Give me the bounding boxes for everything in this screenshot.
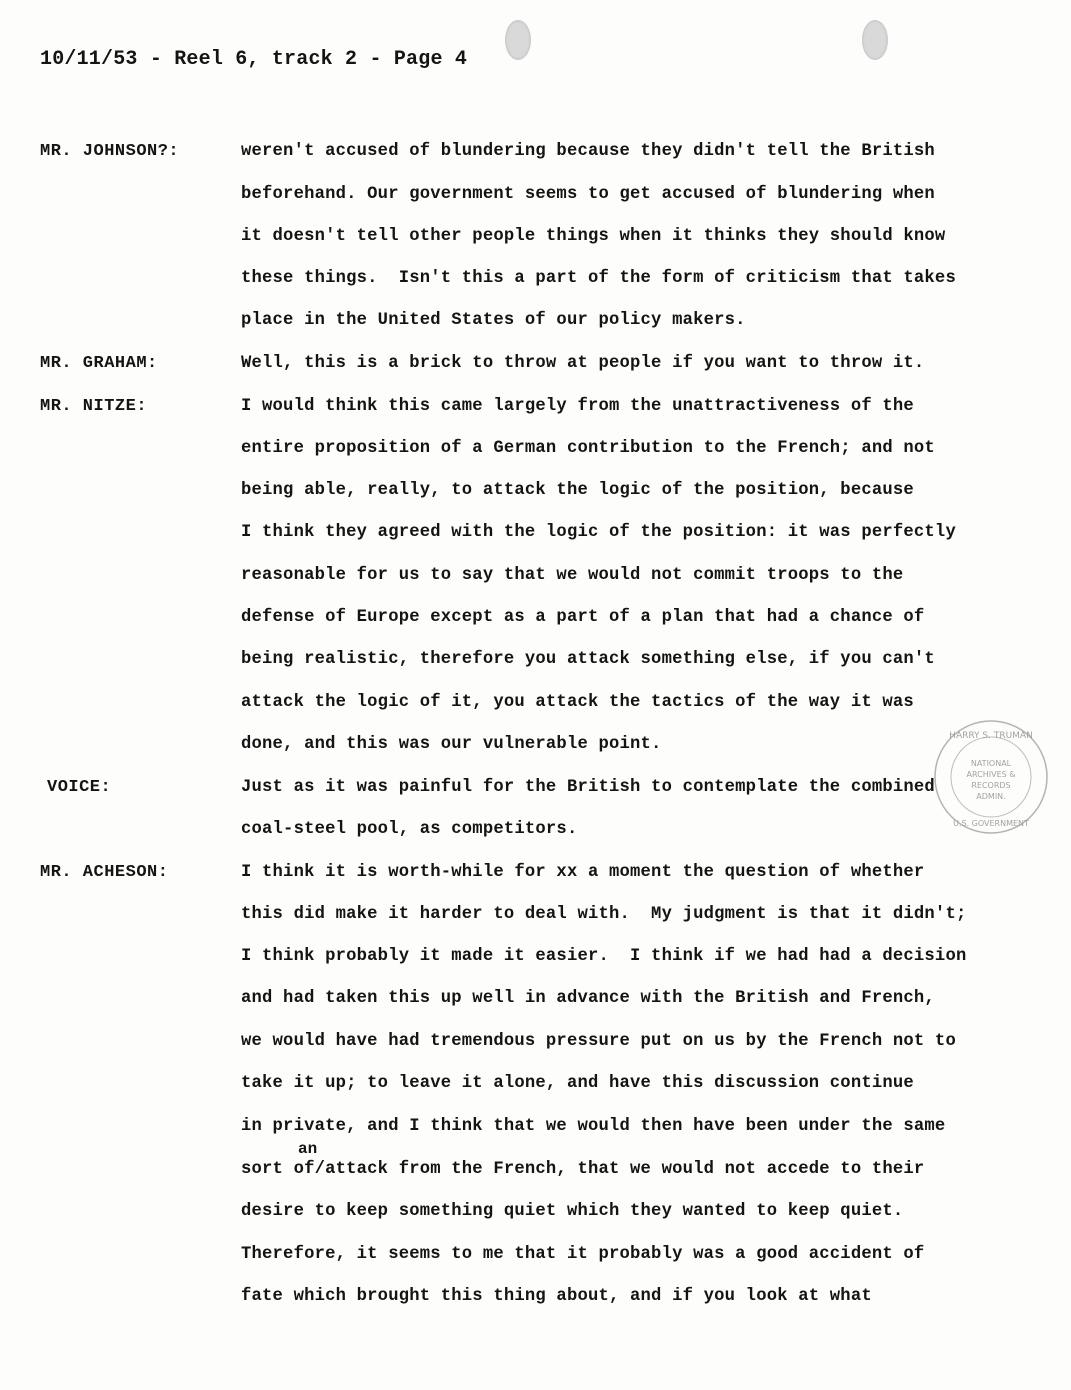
transcript-line: reasonable for us to say that we would not commit troops to the	[241, 566, 904, 585]
transcript-line: I think it is worth-while for xx a moment the question of whether	[241, 863, 925, 882]
transcript-line: done, and this was our vulnerable point.	[241, 735, 662, 754]
transcript-line: Just as it was painful for the British to contemplate the combined	[241, 778, 935, 797]
stamp-seal-icon	[932, 718, 1050, 836]
transcript-line: entire proposition of a German contribution to the French; and not	[241, 439, 935, 458]
punch-hole	[505, 20, 531, 60]
transcript-line: in private, and I think that we would then have been under the same	[241, 1117, 946, 1136]
speaker-label: MR. GRAHAM:	[40, 354, 158, 373]
transcript-line: defense of Europe except as a part of a plan that had a chance of	[241, 608, 925, 627]
transcript-line: it doesn't tell other people things when it thinks they should know	[241, 227, 946, 246]
svg-text:HARRY S. TRUMAN: HARRY S. TRUMAN	[949, 731, 1033, 741]
transcript-line: sort of/attack from the French, that we would not accede to their	[241, 1160, 925, 1179]
speaker-label: MR. NITZE:	[40, 397, 148, 416]
transcript-line: this did make it harder to deal with. My judgment is that it didn't;	[241, 905, 967, 924]
transcript-line: being able, really, to attack the logic of the position, because	[241, 481, 914, 500]
svg-text:ADMIN.: ADMIN.	[976, 792, 1006, 801]
transcript-line: coal-steel pool, as competitors.	[241, 820, 578, 839]
interlinear-insertion: an	[298, 1140, 318, 1158]
transcript-line: take it up; to leave it alone, and have this discussion continue	[241, 1074, 914, 1093]
svg-text:NATIONAL: NATIONAL	[970, 759, 1012, 768]
transcript-line: desire to keep something quiet which they wanted to keep quiet.	[241, 1202, 904, 1221]
page-header: 10/11/53 - Reel 6, track 2 - Page 4	[40, 48, 468, 71]
transcript-line: Therefore, it seems to me that it probably was a good accident of	[241, 1245, 925, 1264]
transcript-line: place in the United States of our policy makers.	[241, 311, 746, 330]
speaker-label: VOICE:	[47, 778, 112, 797]
transcript-line: attack the logic of it, you attack the tactics of the way it was	[241, 693, 914, 712]
svg-text:ARCHIVES &: ARCHIVES &	[966, 770, 1016, 779]
speaker-label: MR. JOHNSON?:	[40, 142, 180, 161]
transcript-line: being realistic, therefore you attack something else, if you can't	[241, 650, 935, 669]
transcript-line: I would think this came largely from the unattractiveness of the	[241, 397, 914, 416]
transcript-line: Well, this is a brick to throw at people if you want to throw it.	[241, 354, 925, 373]
transcript-line: we would have had tremendous pressure put on us by the French not to	[241, 1032, 956, 1051]
speaker-label: MR. ACHESON:	[40, 863, 169, 882]
transcript-line: and had taken this up well in advance with the British and French,	[241, 989, 935, 1008]
transcript-line: weren't accused of blundering because they didn't tell the British	[241, 142, 935, 161]
svg-text:U.S. GOVERNMENT: U.S. GOVERNMENT	[953, 819, 1029, 828]
punch-hole	[862, 20, 888, 60]
transcript-line: beforehand. Our government seems to get accused of blundering when	[241, 185, 935, 204]
transcript-line: fate which brought this thing about, and if you look at what	[241, 1287, 872, 1306]
transcript-line: I think they agreed with the logic of the position: it was perfectly	[241, 523, 956, 542]
archive-stamp	[932, 718, 1050, 836]
transcript-line: these things. Isn't this a part of the form of criticism that takes	[241, 269, 956, 288]
transcript-line: I think probably it made it easier. I think if we had had a decision	[241, 947, 967, 966]
svg-text:RECORDS: RECORDS	[971, 781, 1011, 790]
